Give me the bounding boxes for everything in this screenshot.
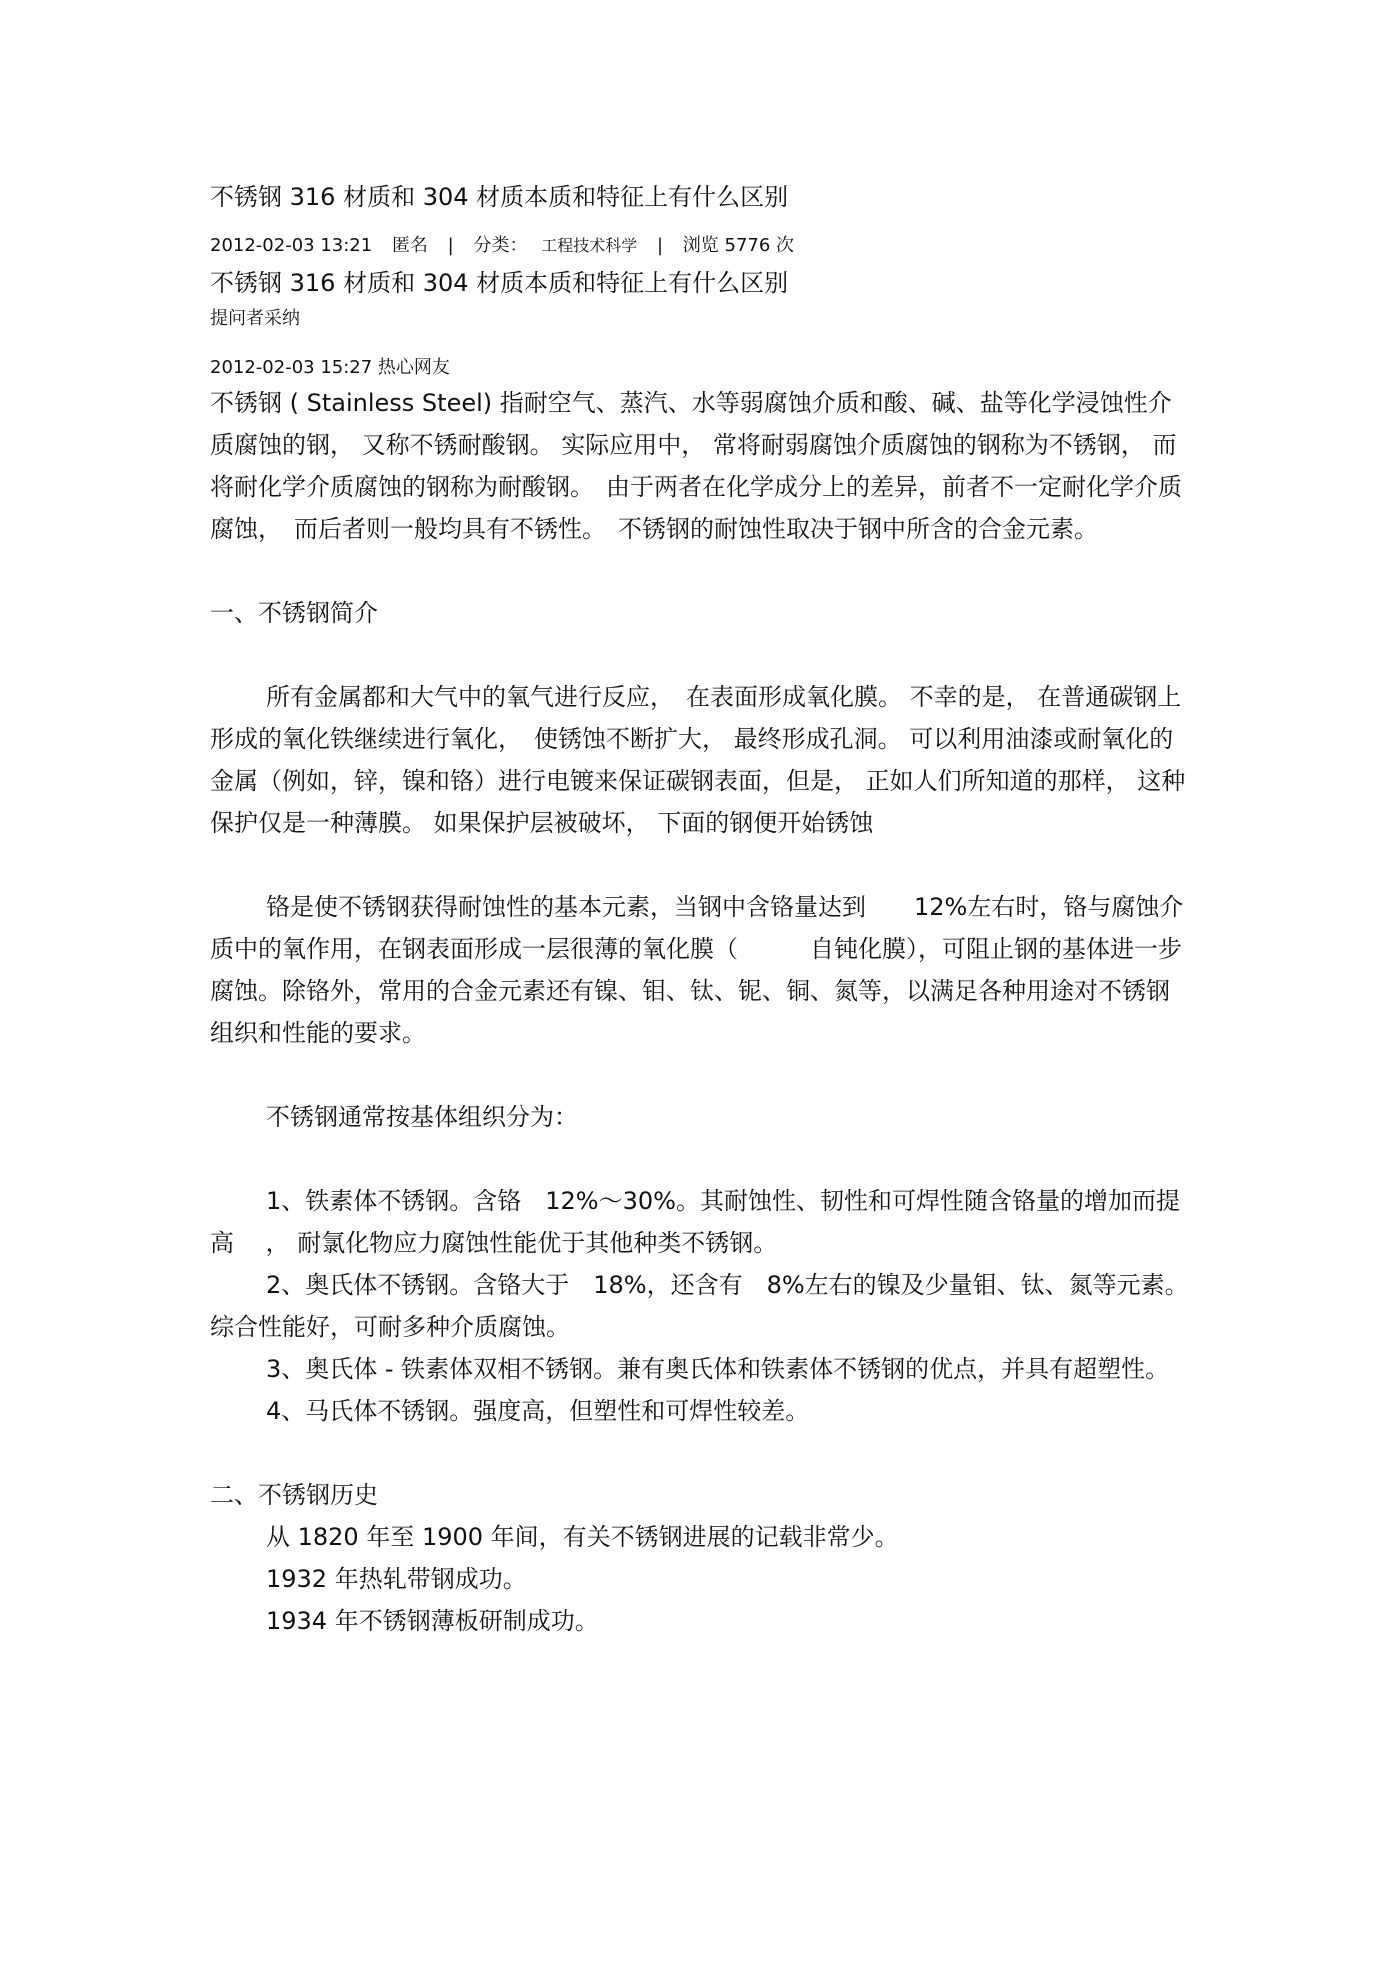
list-item: 1、铁素体不锈钢。含铬 12%～30%。其耐蚀性、韧性和可焊性随含铬量的增加而提高 ， 耐氯化物应力腐蚀性能优于其他种类不锈钢。 (210, 1187, 1180, 1257)
spacer (210, 1432, 1190, 1474)
category-link[interactable]: 工程技术科学 (541, 236, 638, 255)
spacer (210, 634, 1190, 676)
list-item: 2、奥氏体不锈钢。含铬大于 18%，还含有 8%左右的镍及少量钼、钛、氮等元素。综合性能好，可耐多种介质腐蚀。 (210, 1271, 1189, 1341)
meta-separator: | (656, 235, 664, 256)
history-line: 1932 年热轧带钢成功。 (266, 1565, 527, 1593)
history-line: 1934 年不锈钢薄板研制成功。 (266, 1607, 599, 1635)
category-label: 分类： (473, 235, 528, 256)
spacer (210, 844, 1190, 886)
paragraph-classification: 不锈钢通常按基体组织分为： (266, 1103, 578, 1131)
question-meta (210, 232, 1190, 260)
section-heading-intro: 一、不锈钢简介 (210, 599, 378, 627)
answer-meta: 2012-02-03 15:27 热心网友 (210, 357, 450, 378)
question-title-repeat: 不锈钢 316 材质和 304 材质本质和特征上有什么区别 (210, 269, 789, 297)
adopted-label: 提问者采纳 (210, 308, 300, 329)
spacer (210, 550, 1190, 592)
answer-intro: 不锈钢 ( Stainless Steel) 指耐空气、蒸汽、水等弱腐蚀介质和酸、碱、盐等化学浸蚀性介质腐蚀的钢， 又称不锈耐酸钢。 实际应用中， 常将耐弱腐蚀介质腐蚀的钢称为不锈钢， 而将耐化学介质腐蚀的钢称为耐酸钢。 由于两者在化学成分上的差异，前者不一定耐化学介质腐蚀， 而后者则一般均具有不锈性。 不锈钢的耐蚀性取决于钢中所含的合金元素。 (210, 389, 1182, 543)
view-count: 浏览 5776 次 (682, 235, 795, 256)
section-heading-history: 二、不锈钢历史 (210, 1481, 378, 1509)
spacer (210, 1138, 1190, 1180)
question-title: 不锈钢 316 材质和 304 材质本质和特征上有什么区别 (210, 183, 789, 211)
meta-separator: | (447, 235, 454, 256)
spacer (210, 1054, 1190, 1096)
question-author: 匿名 (391, 235, 428, 256)
paragraph-oxidation: 所有金属都和大气中的氧气进行反应， 在表面形成氧化膜。 不幸的是， 在普通碳钢上形成的氧化铁继续进行氧化， 使锈蚀不断扩大， 最终形成孔洞。 可以利用油漆或耐氧化的金属（例如，锌，镍和铬）进行电镀来保证碳钢表面，但是， 正如人们所知道的那样， 这种保护仅是一种薄膜。 如果保护层被破坏， 下面的钢便开始锈蚀 (210, 683, 1186, 837)
paragraph-chromium: 铬是使不锈钢获得耐蚀性的基本元素，当钢中含铬量达到 12%左右时，铬与腐蚀介质中的氧作用，在钢表面形成一层很薄的氧化膜（ 自钝化膜），可阻止钢的基体进一步腐蚀。除铬外，常用的合金元素还有镍、钼、钛、铌、铜、氮等，以满足各种用途对不锈钢组织和性能的要求。 (210, 893, 1184, 1047)
history-line: 从 1820 年至 1900 年间，有关不锈钢进展的记载非常少。 (266, 1523, 899, 1551)
question-datetime: 2012-02-03 13:21 (210, 235, 373, 256)
document-content (210, 180, 1190, 1642)
list-item: 4、马氏体不锈钢。强度高，但塑性和可焊性较差。 (266, 1397, 810, 1425)
list-item: 3、奥氏体 - 铁素体双相不锈钢。兼有奥氏体和铁素体不锈钢的优点，并具有超塑性。 (266, 1355, 1170, 1383)
